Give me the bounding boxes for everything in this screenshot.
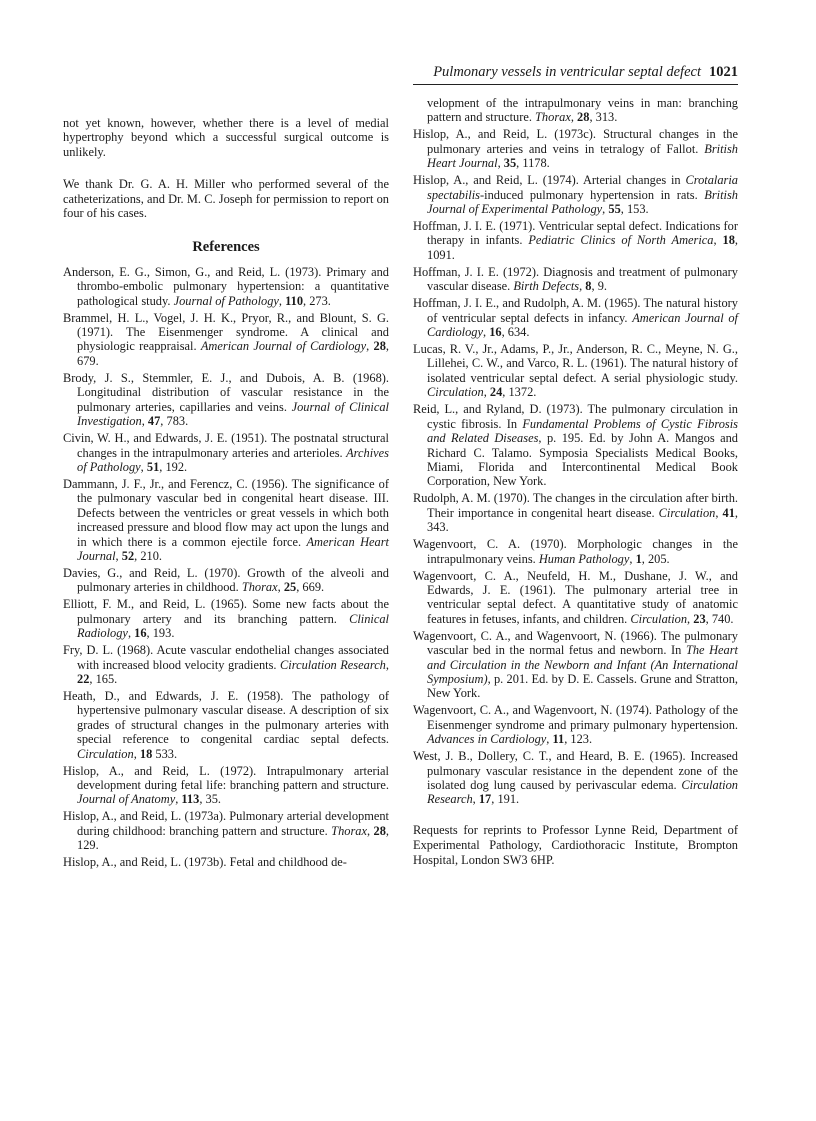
reference-journal: American Journal of Cardiology bbox=[427, 310, 738, 340]
reference-entry: Wagenvoort, C. A. (1970). Morphologic changes in the intrapulmonary veins. Human Pathology, 1, 205. bbox=[413, 537, 738, 566]
reference-post: , 123. bbox=[564, 732, 593, 747]
reference-vol: 113 bbox=[181, 792, 200, 807]
reference-pre: Wagenvoort, C. A., and Wagenvoort, N. (1974). Pathology of the Eisenmenger syndrome and primary pulmonary hypertension. bbox=[413, 703, 738, 732]
reference-post: , p. 201. Ed. by D. E. Cassels. Grune and Stratton, New York. bbox=[427, 671, 738, 701]
reference-post: , 205. bbox=[641, 551, 670, 566]
reference-journal: Thorax bbox=[535, 110, 571, 125]
reference-post: , 210. bbox=[134, 548, 163, 563]
references-list-right bbox=[413, 96, 738, 807]
reference-journal: Circulation bbox=[77, 746, 134, 761]
left-column bbox=[63, 96, 389, 872]
reference-vol: 41 bbox=[722, 505, 735, 520]
reference-pre: Heath, D., and Edwards, J. E. (1958). The pathology of hypertensive pulmonary vascular disease. A description of six grades of structural changes in the pulmonary arteries with special reference to congenital cardiac septal defects. bbox=[63, 688, 389, 747]
running-header bbox=[412, 64, 738, 81]
reference-pre: velopment of the intrapulmonary veins in man: branching pattern and structure. bbox=[427, 96, 738, 125]
reference-post: , 783. bbox=[160, 414, 189, 429]
reference-vol: 8 bbox=[585, 279, 592, 294]
reference-entry: Rudolph, A. M. (1970). The changes in the circulation after birth. Their importance in congenital heart disease. Circulation, 41, 343. bbox=[413, 491, 738, 535]
reference-vol: 28 bbox=[577, 110, 590, 125]
reference-post: , 669. bbox=[296, 580, 325, 595]
reference-vol: 22 bbox=[77, 671, 90, 686]
reference-entry bbox=[413, 629, 738, 701]
reference-post: , 129. bbox=[77, 823, 390, 853]
reference-pre: Elliott, F. M., and Reid, L. (1965). Some new facts about the pulmonary artery and its branching pattern. bbox=[63, 597, 389, 626]
running-title: Pulmonary vessels in ventricular septal defect bbox=[433, 64, 701, 80]
reference-entry: Hislop, A., and Reid, L. (1973c). Structural changes in the pulmonary arteries and veins in tetralogy of Fallot. British Heart Journal, 35, 1178. bbox=[413, 127, 738, 171]
reference-entry: Elliott, F. M., and Reid, L. (1965). Some new facts about the pulmonary artery and its branching pattern. Clinical Radiology, 16, 193. bbox=[63, 597, 389, 641]
reference-entry bbox=[413, 402, 738, 488]
reference-journal: Clinical Radiology bbox=[77, 611, 389, 641]
references-list-left bbox=[63, 265, 389, 870]
reference-post: , 740. bbox=[705, 611, 734, 626]
reference-entry: Brammel, H. L., Vogel, J. H. K., Pryor, R., and Blount, S. G. (1971). The Eisenmenger syndrome. A clinical and physiologic reappraisal. American Journal of Cardiology, 28, 679. bbox=[63, 310, 389, 368]
reference-pre: Davies, G., and Reid, L. (1970). Growth of the alveoli and pulmonary arteries in childhood. bbox=[63, 565, 389, 595]
reference-journal: Circulation bbox=[630, 611, 688, 626]
reference-vol: 52 bbox=[121, 548, 135, 563]
reference-journal: Pediatric Clinics of North America bbox=[528, 233, 714, 248]
reference-journal: Thorax bbox=[331, 823, 367, 838]
reference-pre: West, J. B., Dollery, C. T., and Heard, B. E. (1965). Increased pulmonary vascular resistance in the dependent zone of the isolated dog lung caused by perivascular edema. bbox=[413, 749, 738, 792]
reference-pre: Brammel, H. L., Vogel, J. H. K., Pryor, R., and Blount, S. G. (1971). The Eisenmenger syndrome. A clinical and physiologic reappraisal. bbox=[63, 310, 389, 354]
reference-entry: Wagenvoort, C. A., and Wagenvoort, N. (1974). Pathology of the Eisenmenger syndrome and primary pulmonary hypertension. Advances in Cardiology, 11, 123. bbox=[413, 703, 738, 747]
reference-post: , p. 195. Ed. by John A. Mangos and Richard C. Talamo. Symposia Specialists Medical Books, Miami, Florida and Intercontinental Medical Book Corporation, New York. bbox=[427, 431, 738, 489]
reference-vol: 23 bbox=[693, 611, 706, 626]
reference-journal: Crotalaria spectabilis bbox=[427, 173, 738, 202]
reference-journal: Birth Defects bbox=[513, 279, 580, 294]
reference-pre: Wagenvoort, C. A., and Wagenvoort, N. (1966). The pulmonary vascular bed in the normal fetus and newborn. In bbox=[413, 628, 738, 658]
reference-journal: Journal of Pathology bbox=[173, 293, 279, 308]
reference-journal: British Journal of Experimental Pathology bbox=[427, 187, 738, 217]
reference-pre: Lucas, R. V., Jr., Adams, P., Jr., Anderson, R. C., Meyne, N. G., Lillehei, C. W., and Varco, R. L. (1961). The natural history of isolated ventricular septal defect. A serial physiologic study. bbox=[413, 342, 738, 385]
reference-vol: 24 bbox=[489, 385, 503, 400]
reference-journal: Journal of Anatomy bbox=[77, 792, 176, 807]
reference-pre: Hislop, A., and Reid, L. (1974). Arterial changes in bbox=[413, 173, 686, 188]
right-column bbox=[413, 96, 738, 880]
reference-post: , 153. bbox=[620, 202, 649, 217]
reference-pre: Hoffman, J. I. E., and Rudolph, A. M. (1965). The natural history of ventricular septal defects in infancy. bbox=[413, 296, 738, 325]
header-rule bbox=[413, 84, 738, 85]
reference-entry: velopment of the intrapulmonary veins in man: branching pattern and structure. Thorax, 28, 313. bbox=[427, 96, 738, 125]
reference-vol: 16 bbox=[134, 626, 147, 641]
reference-post: , 313. bbox=[589, 110, 618, 125]
reference-pre: Brody, J. S., Stemmler, E. J., and Dubois, A. B. (1968). Longitudinal distribution of vascular resistance in the pulmonary arteries, capillaries and veins. bbox=[63, 370, 389, 414]
reference-mid: -induced pulmonary hypertension in rats. bbox=[480, 187, 705, 202]
reference-journal: Archives of Pathology bbox=[77, 445, 389, 474]
reference-post: , 1178. bbox=[516, 156, 550, 171]
reference-post: , 35. bbox=[199, 792, 221, 807]
page-number: 1021 bbox=[709, 64, 738, 80]
reference-vol: 51 bbox=[146, 459, 160, 474]
reference-journal: Thorax bbox=[241, 580, 278, 595]
reference-entry: Civin, W. H., and Edwards, J. E. (1951). The postnatal structural changes in the intrapulmonary arteries and arterioles. Archives of Pathology, 51, 192. bbox=[63, 431, 389, 474]
reference-post: , 1372. bbox=[502, 385, 537, 400]
reference-pre: Hoffman, J. I. E. (1971). Ventricular septal defect. Indications for therapy in infants. bbox=[413, 219, 738, 248]
acknowledgement-paragraph: We thank Dr. G. A. H. Miller who performed several of the catheterizations, and Dr. M. C. Joseph for permission to report on four of his cases. bbox=[63, 177, 389, 221]
reference-post: , 679. bbox=[77, 339, 389, 368]
reference-vol: 25 bbox=[283, 580, 297, 595]
reference-entry: Wagenvoort, C. A., Neufeld, H. M., Dushane, J. W., and Edwards, J. E. (1961). The pulmonary arterial tree in ventricular septal defect. A quantitative study of anatomic features in fetuses, infants, and children. Circulation, 23, 740. bbox=[413, 568, 738, 626]
reference-pre: Hislop, A., and Reid, L. (1972). Intrapulmonary arterial development during fetal life: branching pattern and structure. bbox=[63, 763, 389, 792]
reference-journal: Journal of Clinical Investigation bbox=[77, 399, 389, 429]
reference-entry bbox=[63, 855, 389, 869]
reference-journal: Human Pathology bbox=[538, 551, 630, 566]
reference-pre: Hislop, A., and Reid, L. (1973b). Fetal and childhood de- bbox=[63, 855, 347, 870]
reference-entry: Dammann, J. F., Jr., and Ferencz, C. (1956). The significance of the pulmonary vascular bed in congenital heart disease. III. Defects between the ventricles or great vessels in which both increased pressure and blood flow may act upon the lungs and in which there is a common ejectile force. American Heart Journal, 52, 210. bbox=[63, 476, 389, 563]
reference-journal: Circulation bbox=[427, 385, 484, 400]
reference-journal: Circulation Research bbox=[280, 657, 386, 672]
reference-vol: 17 bbox=[478, 792, 492, 807]
reference-post: , 634. bbox=[501, 325, 530, 340]
reference-pre: Rudolph, A. M. (1970). The changes in the circulation after birth. Their importance in congenital heart disease. bbox=[413, 491, 738, 520]
reference-vol: 47 bbox=[147, 414, 161, 429]
reference-journal: British Heart Journal bbox=[427, 141, 738, 171]
reference-entry: Hoffman, J. I. E., and Rudolph, A. M. (1965). The natural history of ventricular septal defects in infancy. American Journal of Cardiology, 16, 634. bbox=[413, 296, 738, 340]
reference-vol: 110 bbox=[285, 293, 304, 308]
reference-pre: Anderson, E. G., Simon, G., and Reid, L. (1973). Primary and thrombo-embolic pulmonary hypertension: a quantitative pathological study. bbox=[63, 264, 389, 308]
reference-pre: Hoffman, J. I. E. (1972). Diagnosis and treatment of pulmonary vascular disease. bbox=[413, 264, 738, 294]
reference-entry: Hislop, A., and Reid, L. (1973a). Pulmonary arterial development during childhood: branching pattern and structure. Thorax, 28, 129. bbox=[63, 809, 390, 853]
reference-post: , 343. bbox=[427, 505, 738, 535]
reference-pre: Wagenvoort, C. A. (1970). Morphologic changes in the intrapulmonary veins. bbox=[413, 537, 738, 566]
reference-entry: Hoffman, J. I. E. (1971). Ventricular septal defect. Indications for therapy in infants. Pediatric Clinics of North America, 18, 1091. bbox=[413, 219, 739, 262]
reference-journal: Circulation Research bbox=[427, 778, 738, 807]
conclusion-paragraph: not yet known, however, whether there is a level of medial hypertrophy beyond which a successful surgical outcome is unlikely. bbox=[63, 116, 389, 159]
reference-journal: American Journal of Cardiology bbox=[200, 339, 367, 354]
reference-entry: Anderson, E. G., Simon, G., and Reid, L. (1973). Primary and thrombo-embolic pulmonary hypertension: a quantitative pathological study. Journal of Pathology, 110, 273. bbox=[63, 264, 389, 308]
reference-journal: American Heart Journal bbox=[77, 534, 389, 563]
reference-post: , 9. bbox=[591, 279, 607, 294]
reference-entry: Hislop, A., and Reid, L. (1974). Arterial changes in Crotalaria spectabilis-induced pulmonary hypertension in rats. British Journal of Experimental Pathology, 55, 153. bbox=[413, 173, 738, 217]
reference-journal: The Heart and Circulation in the Newborn and Infant (An International Symposium) bbox=[427, 643, 739, 686]
reference-vol: 11 bbox=[552, 732, 565, 747]
reference-pre: Hislop, A., and Reid, L. (1973c). Structural changes in the pulmonary arteries and veins in tetralogy of Fallot. bbox=[413, 127, 738, 156]
reference-vol: 18 bbox=[722, 233, 735, 248]
reference-entry: Lucas, R. V., Jr., Adams, P., Jr., Anderson, R. C., Meyne, N. G., Lillehei, C. W., and Varco, R. L. (1961). The natural history of isolated ventricular septal defect. A serial physiologic study. Circulation, 24, 1372. bbox=[413, 342, 738, 400]
reference-post: , 193. bbox=[146, 626, 175, 641]
references-heading: References bbox=[192, 239, 260, 256]
reference-post: 533. bbox=[152, 746, 178, 761]
reference-pre: Civin, W. H., and Edwards, J. E. (1951). The postnatal structural changes in the intrapulmonary arteries and arterioles. bbox=[63, 431, 389, 460]
reference-post: , 192. bbox=[159, 459, 188, 474]
reference-vol: 16 bbox=[489, 325, 502, 340]
reference-post: , 165. bbox=[89, 671, 118, 686]
reference-entry: Heath, D., and Edwards, J. E. (1958). The pathology of hypertensive pulmonary vascular disease. A description of six grades of structural changes in the pulmonary arteries with special reference to congenital cardiac septal defects. Circulation, 18 533. bbox=[63, 688, 389, 761]
reference-pre: Reid, L., and Ryland, D. (1973). The pulmonary circulation in cystic fibrosis. In bbox=[413, 402, 738, 431]
reference-post: , 1091. bbox=[427, 233, 739, 262]
reference-entry: Hislop, A., and Reid, L. (1972). Intrapulmonary arterial development during fetal life: branching pattern and structure. Journal of Anatomy, 113, 35. bbox=[63, 763, 389, 807]
reference-entry: Hoffman, J. I. E. (1972). Diagnosis and treatment of pulmonary vascular disease. Birth Defects, 8, 9. bbox=[413, 264, 738, 294]
reference-entry: West, J. B., Dollery, C. T., and Heard, B. E. (1965). Increased pulmonary vascular resistance in the dependent zone of the isolated dog lung caused by perivascular edema. Circulation Research, 17, 191. bbox=[413, 749, 738, 807]
reference-vol: 35 bbox=[503, 156, 517, 171]
reference-journal: Circulation bbox=[658, 505, 716, 520]
reference-entry: Brody, J. S., Stemmler, E. J., and Dubois, A. B. (1968). Longitudinal distribution of vascular resistance in the pulmonary arteries, capillaries and veins. Journal of Clinical Investigation, 47, 783. bbox=[63, 370, 389, 429]
reference-post: , 191. bbox=[491, 792, 520, 807]
reference-pre: Hislop, A., and Reid, L. (1973a). Pulmonary arterial development during childhood: branching pattern and structure. bbox=[63, 809, 389, 838]
reference-entry: Fry, D. L. (1968). Acute vascular endothelial changes associated with increased blood velocity gradients. Circulation Research, 22, 165. bbox=[63, 643, 389, 686]
reference-pre: Wagenvoort, C. A., Neufeld, H. M., Dushane, J. W., and Edwards, J. E. (1961). The pulmonary arterial tree in ventricular septal defect. A quantitative study of anatomic features in fetuses, infants, and children. bbox=[413, 568, 738, 626]
reference-vol: 55 bbox=[608, 202, 621, 217]
reference-entry: Davies, G., and Reid, L. (1970). Growth of the alveoli and pulmonary arteries in childhood. Thorax, 25, 669. bbox=[63, 565, 389, 595]
reference-pre: Dammann, J. F., Jr., and Ferencz, C. (1956). The significance of the pulmonary vascular bed in congenital heart disease. III. Defects between the ventricles or great vessels in which both increased pressure and blood flow may act upon the lungs and in which there is a common ejectile force. bbox=[63, 476, 389, 549]
reference-vol: 18 bbox=[139, 746, 153, 761]
reference-vol: 28 bbox=[373, 339, 386, 354]
reference-pre: Fry, D. L. (1968). Acute vascular endothelial changes associated with increased blood velocity gradients. bbox=[63, 643, 389, 672]
reference-journal: Fundamental Problems of Cystic Fibrosis and Related Diseases bbox=[427, 416, 738, 446]
reference-vol: 1 bbox=[635, 551, 642, 566]
reprint-request: Requests for reprints to Professor Lynne Reid, Department of Experimental Pathology, Cardiothoracic Institute, Brompton Hospital, London SW3 6HP. bbox=[413, 822, 738, 867]
reference-journal: Advances in Cardiology bbox=[427, 732, 547, 747]
reference-post: , 273. bbox=[303, 293, 331, 308]
reference-vol: 28 bbox=[373, 823, 386, 838]
